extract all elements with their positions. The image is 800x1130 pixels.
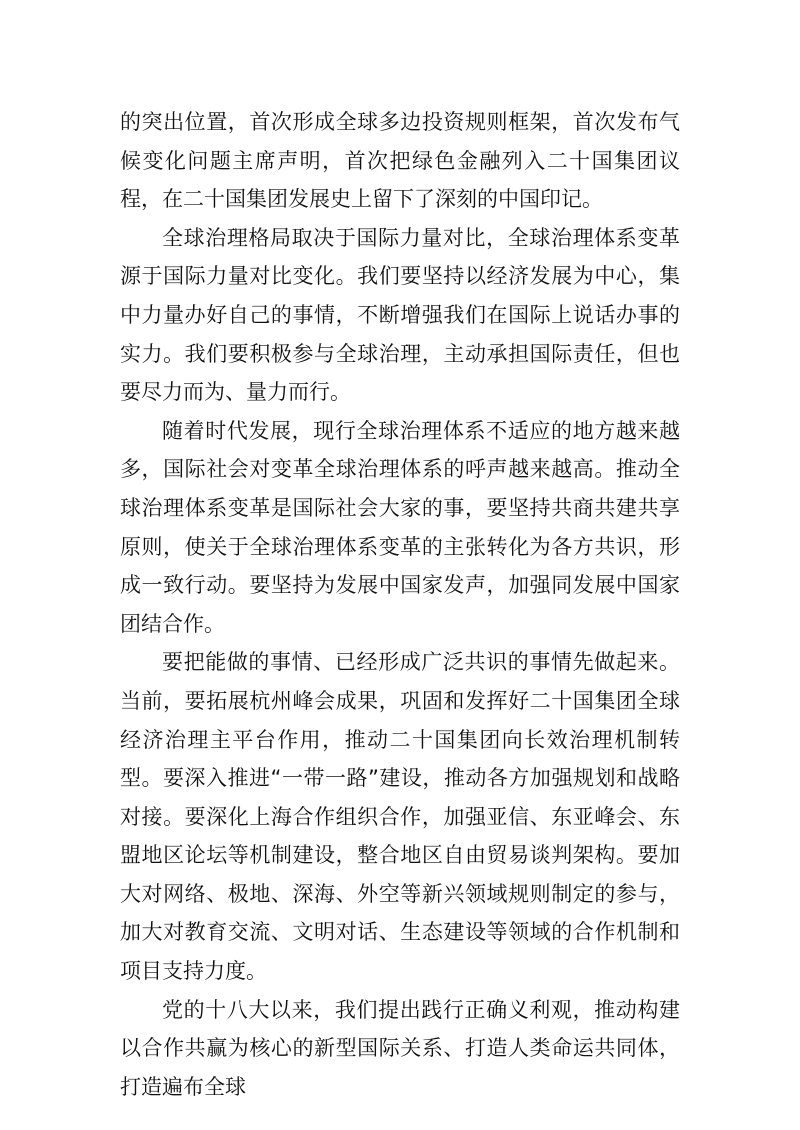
document-body — [120, 103, 680, 1106]
paragraph: 要把能做的事情、已经形成广泛共识的事情先做起来。当前，要拓展杭州峰会成果，巩固和发挥好二十国集团全球经济治理主平台作用，推动二十国集团向长效治理机制转型。要深入推进“一带一路”建设，推动各方加强规划和战略对接。要深化上海合作组织合作，加强亚信、东亚峰会、东盟地区论坛等机制建设，整合地区自由贸易谈判架构。要加大对网络、极地、深海、外空等新兴领域规则制定的参与，加大对教育交流、文明对话、生态建设等领域的合作机制和项目支持力度。 — [120, 650, 680, 984]
paragraph-continued: 的突出位置，首次形成全球多边投资规则框架，首次发布气候变化问题主席声明，首次把绿色金融列入二十国集团议程，在二十国集团发展史上留下了深刻的中国印记。 — [120, 110, 680, 212]
paragraph: 随着时代发展，现行全球治理体系不适应的地方越来越多，国际社会对变革全球治理体系的呼声越来越高。推动全球治理体系变革是国际社会大家的事，要坚持共商共建共享原则，使关于全球治理体系变革的主张转化为各方共识，形成一致行动。要坚持为发展中国家发声，加强同发展中国家团结合作。 — [120, 418, 680, 636]
paragraph: 全球治理格局取决于国际力量对比，全球治理体系变革源于国际力量对比变化。我们要坚持以经济发展为中心，集中力量办好自己的事情，不断增强我们在国际上说话办事的实力。我们要积极参与全球治理，主动承担国际责任，但也要尽力而为、量力而行。 — [120, 225, 680, 405]
paragraph: 党的十八大以来，我们提出践行正确义利观，推动构建以合作共赢为核心的新型国际关系、打造人类命运共同体，打造遍布全球 — [120, 997, 680, 1099]
